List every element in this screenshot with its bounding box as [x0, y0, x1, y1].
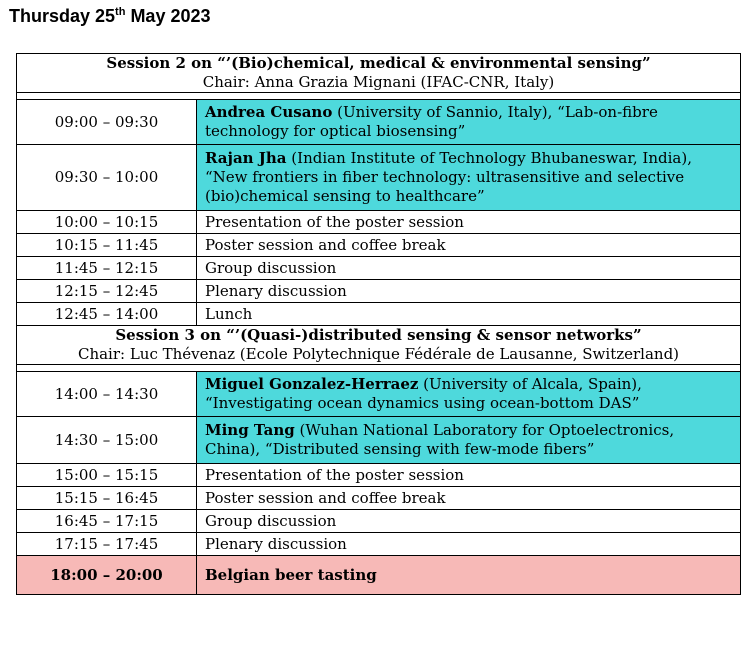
schedule-row — [17, 280, 741, 303]
talk-time: 14:00 – 14:30 — [17, 372, 197, 417]
schedule-time: 15:00 – 15:15 — [17, 464, 197, 487]
session-3-header — [17, 326, 741, 365]
schedule-label: Plenary discussion — [197, 280, 741, 303]
talk-speaker: Rajan Jha — [205, 149, 287, 167]
session-3-chair: Chair: Luc Thévenaz (Ecole Polytechnique Fédérale de Lausanne, Switzerland) — [77, 345, 680, 363]
talk-time: 09:30 – 10:00 — [17, 145, 197, 211]
schedule-label: Group discussion — [197, 257, 741, 280]
spacer-cell — [17, 365, 741, 372]
schedule-label: Presentation of the poster session — [197, 464, 741, 487]
session-2-chair: Chair: Anna Grazia Mignani (IFAC-CNR, Italy) — [202, 73, 555, 91]
day-heading-day: Thursday 25 — [9, 6, 116, 26]
schedule-row — [17, 464, 741, 487]
schedule-time: 10:15 – 11:45 — [17, 234, 197, 257]
talk-description — [197, 372, 741, 417]
talk-time: 14:30 – 15:00 — [17, 417, 197, 464]
talk-description — [197, 145, 741, 211]
talk-speaker: Ming Tang — [205, 421, 295, 439]
day-heading-month-year: May 2023 — [125, 6, 211, 26]
day-heading-ordinal: th — [115, 6, 126, 18]
schedule-time: 11:45 – 12:15 — [17, 257, 197, 280]
session-header-row — [17, 326, 741, 365]
schedule-time: 17:15 – 17:45 — [17, 533, 197, 556]
session-2-title: Session 2 on “’(Bio)chemical, medical & environmental sensing” — [106, 54, 651, 72]
talk-details: (Indian Institute of Technology Bhubaneswar, India), “New frontiers in fiber technology: ultrasensitive and selective (bio)chemical sensing to healthcare” — [205, 149, 692, 205]
session-header-row — [17, 54, 741, 93]
talk-speaker: Miguel Gonzalez-Herraez — [205, 375, 419, 393]
schedule-row — [17, 533, 741, 556]
talk-row — [17, 145, 741, 211]
day-heading — [9, 6, 211, 27]
schedule-row — [17, 487, 741, 510]
talk-time: 09:00 – 09:30 — [17, 100, 197, 145]
talk-details: (University of Sannio, Italy), “Lab-on-fibre technology for optical biosensing” — [205, 103, 658, 140]
spacer-row — [17, 365, 741, 372]
beer-tasting-row — [17, 556, 741, 595]
schedule-label: Poster session and coffee break — [197, 487, 741, 510]
schedule-row — [17, 234, 741, 257]
schedule-row — [17, 303, 741, 326]
schedule-time: 16:45 – 17:15 — [17, 510, 197, 533]
talk-row — [17, 372, 741, 417]
schedule-time: 12:45 – 14:00 — [17, 303, 197, 326]
talk-description — [197, 100, 741, 145]
beer-tasting-label: Belgian beer tasting — [197, 556, 741, 595]
talk-description — [197, 417, 741, 464]
spacer-cell — [17, 93, 741, 100]
session-3-title: Session 3 on “’(Quasi-)distributed sensing & sensor networks” — [115, 326, 642, 344]
spacer-row — [17, 93, 741, 100]
schedule-label: Plenary discussion — [197, 533, 741, 556]
schedule-time: 15:15 – 16:45 — [17, 487, 197, 510]
beer-tasting-time: 18:00 – 20:00 — [17, 556, 197, 595]
schedule-time: 10:00 – 10:15 — [17, 211, 197, 234]
schedule-label: Group discussion — [197, 510, 741, 533]
talk-row — [17, 100, 741, 145]
session-2-header — [17, 54, 741, 93]
schedule-row — [17, 211, 741, 234]
schedule-table — [16, 53, 741, 595]
talk-details: (Wuhan National Laboratory for Optoelectronics, China), “Distributed sensing with few-mode fibers” — [205, 421, 675, 458]
schedule-time: 12:15 – 12:45 — [17, 280, 197, 303]
talk-details: (University of Alcala, Spain), “Investigating ocean dynamics using ocean-bottom DAS” — [205, 375, 642, 412]
schedule-row — [17, 257, 741, 280]
schedule-label: Presentation of the poster session — [197, 211, 741, 234]
talk-row — [17, 417, 741, 464]
schedule-label: Poster session and coffee break — [197, 234, 741, 257]
schedule-row — [17, 510, 741, 533]
talk-speaker: Andrea Cusano — [205, 103, 333, 121]
schedule-label: Lunch — [197, 303, 741, 326]
